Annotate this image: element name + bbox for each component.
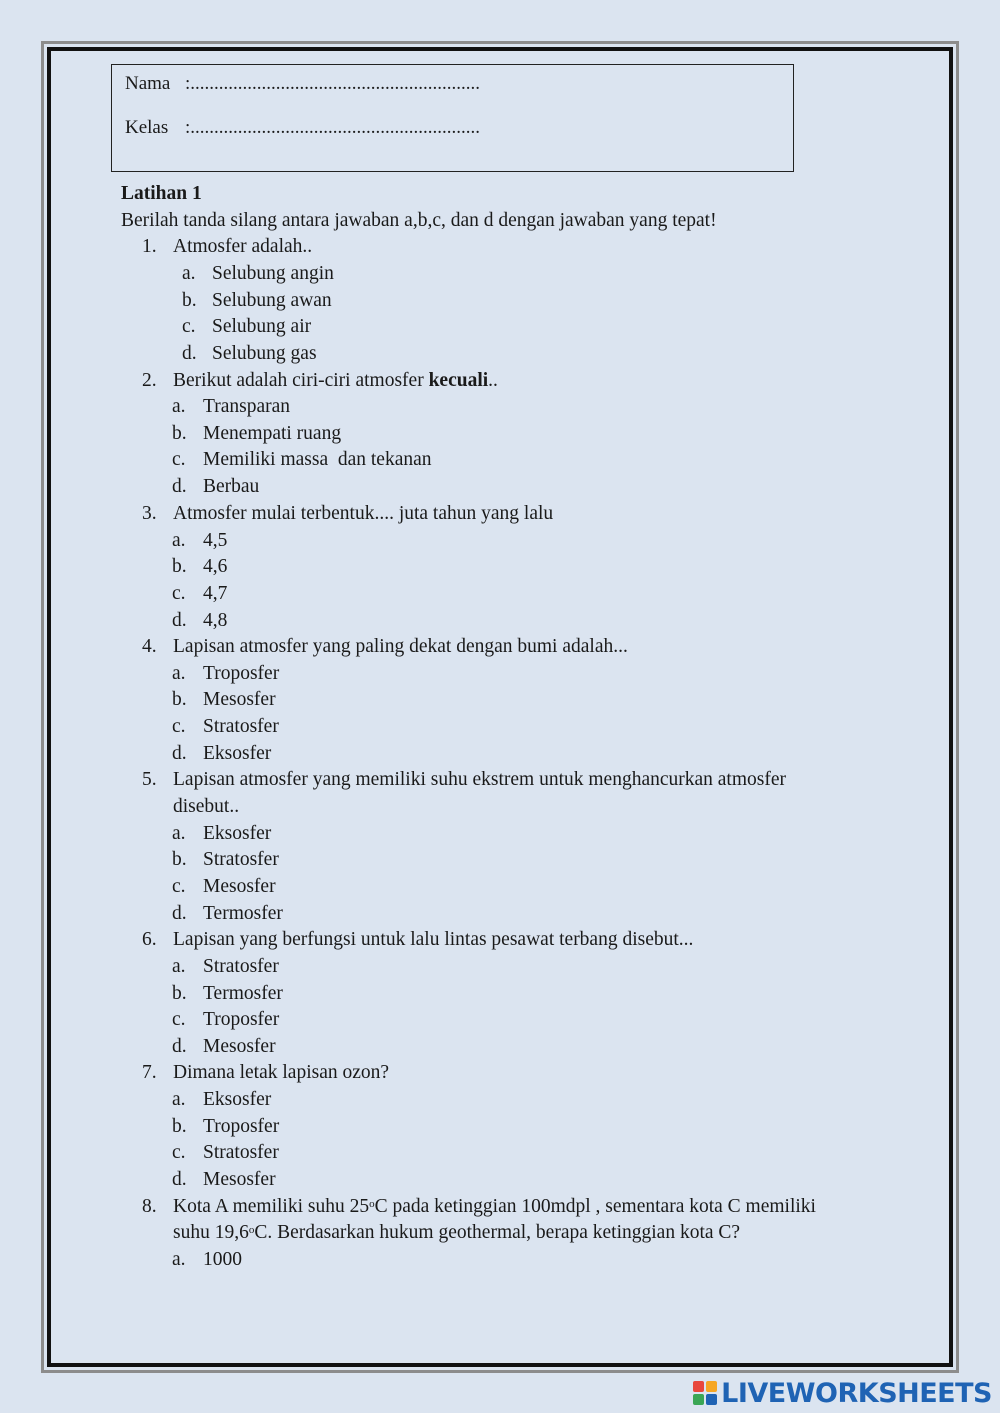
- question-5: [142, 770, 786, 790]
- option-letter: c.: [172, 716, 186, 737]
- option-letter: b.: [172, 423, 187, 444]
- option-letter: a.: [182, 263, 196, 284]
- option-3d[interactable]: [172, 611, 227, 631]
- option-6d[interactable]: [172, 1037, 276, 1057]
- option-2b[interactable]: [172, 424, 341, 444]
- liveworksheets-logo: [693, 1377, 992, 1409]
- question-5-continued: disebut..: [173, 796, 240, 817]
- option-text: Mesosfer: [203, 1036, 276, 1057]
- option-letter: a.: [172, 396, 186, 417]
- kelas-row: [125, 117, 480, 139]
- option-text: Menempati ruang: [203, 423, 342, 444]
- option-text: Termosfer: [203, 903, 283, 924]
- option-4c[interactable]: [172, 717, 279, 737]
- option-3a[interactable]: [172, 531, 227, 551]
- option-letter: c.: [172, 583, 186, 604]
- option-letter: d.: [172, 1169, 187, 1190]
- option-6b[interactable]: [172, 984, 283, 1004]
- instruction-text: Berilah tanda silang antara jawaban a,b,c, dan d dengan jawaban yang tepat!: [121, 210, 717, 231]
- student-info-box: [111, 64, 794, 172]
- option-letter: a.: [172, 823, 186, 844]
- question-number: 2.: [142, 370, 157, 391]
- option-8a[interactable]: [172, 1250, 242, 1270]
- option-text: Stratosfer: [203, 1142, 279, 1163]
- option-letter: c.: [172, 1142, 186, 1163]
- option-5c[interactable]: [172, 877, 276, 897]
- option-text: Mesosfer: [203, 689, 276, 710]
- question-2: [142, 371, 498, 391]
- option-5b[interactable]: [172, 850, 279, 870]
- option-5a[interactable]: [172, 824, 271, 844]
- logo-tiles-icon: [693, 1381, 717, 1405]
- option-letter: a.: [172, 530, 186, 551]
- logo-tile: [706, 1394, 717, 1405]
- option-7b[interactable]: [172, 1117, 279, 1137]
- option-text: Troposfer: [203, 1116, 280, 1137]
- option-6c[interactable]: [172, 1010, 279, 1030]
- question-text-end: ..: [488, 370, 498, 391]
- nama-field[interactable]: :.............................................................: [185, 73, 481, 94]
- option-1b[interactable]: [182, 291, 332, 311]
- option-letter: b.: [172, 1116, 187, 1137]
- option-letter: c.: [182, 316, 196, 337]
- option-letter: b.: [172, 849, 187, 870]
- question-3: [142, 504, 553, 524]
- option-text: 4,7: [203, 583, 228, 604]
- question-number: 8.: [142, 1196, 157, 1217]
- option-text: Mesosfer: [203, 876, 276, 897]
- option-text: 4,6: [203, 556, 228, 577]
- option-letter: b.: [182, 290, 197, 311]
- option-text: Stratosfer: [203, 956, 279, 977]
- option-5d[interactable]: [172, 904, 283, 924]
- option-4b[interactable]: [172, 690, 276, 710]
- option-text: Transparan: [203, 396, 291, 417]
- option-7c[interactable]: [172, 1143, 279, 1163]
- question-4: [142, 637, 628, 657]
- question-text: Lapisan atmosfer yang memiliki suhu ekstrem untuk menghancurkan atmosfer: [173, 769, 787, 790]
- option-letter: a.: [172, 956, 186, 977]
- question-8-continued: [173, 1223, 740, 1243]
- option-letter: d.: [172, 610, 187, 631]
- kelas-label: Kelas: [125, 117, 169, 138]
- option-text: Selubung awan: [212, 290, 332, 311]
- question-7: [142, 1063, 389, 1083]
- option-letter: d.: [172, 903, 187, 924]
- option-letter: d.: [172, 1036, 187, 1057]
- option-text: Stratosfer: [203, 716, 279, 737]
- option-2c[interactable]: [172, 450, 432, 470]
- option-letter: c.: [172, 1009, 186, 1030]
- option-text: Termosfer: [203, 983, 283, 1004]
- question-number: 6.: [142, 929, 157, 950]
- option-text: Selubung gas: [212, 343, 317, 364]
- question-6: [142, 930, 693, 950]
- option-letter: d.: [172, 476, 187, 497]
- option-text: 1000: [203, 1249, 242, 1270]
- question-text: Lapisan yang berfungsi untuk lalu lintas pesawat terbang disebut...: [173, 929, 694, 950]
- question-text-cont: C. Berdasarkan hukum geothermal, berapa ketinggian kota C?: [254, 1222, 741, 1243]
- option-letter: a.: [172, 1089, 186, 1110]
- option-letter: b.: [172, 556, 187, 577]
- question-text: Atmosfer mulai terbentuk.... juta tahun yang lalu: [173, 503, 554, 524]
- option-letter: c.: [172, 876, 186, 897]
- degree-symbol: o: [369, 1198, 375, 1210]
- question-text: Dimana letak lapisan ozon?: [173, 1062, 390, 1083]
- option-text: 4,5: [203, 530, 228, 551]
- question-1: [142, 237, 312, 257]
- option-text: Troposfer: [203, 1009, 280, 1030]
- option-letter: b.: [172, 689, 187, 710]
- option-text: Selubung air: [212, 316, 312, 337]
- question-number: 7.: [142, 1062, 157, 1083]
- option-text: Berbau: [203, 476, 260, 497]
- option-7a[interactable]: [172, 1090, 271, 1110]
- question-number: 3.: [142, 503, 157, 524]
- option-3b[interactable]: [172, 557, 227, 577]
- question-8: [142, 1197, 816, 1217]
- worksheet-title: Latihan 1: [121, 183, 202, 204]
- option-letter: d.: [182, 343, 197, 364]
- nama-label: Nama: [125, 73, 171, 94]
- question-text: Berikut adalah ciri-ciri atmosfer: [173, 370, 429, 391]
- question-text-cont: C pada ketinggian 100mdpl , sementara kota C memiliki: [374, 1196, 816, 1217]
- option-text: Stratosfer: [203, 849, 279, 870]
- nama-row: [125, 73, 480, 95]
- logo-tile: [693, 1381, 704, 1392]
- option-1a[interactable]: [182, 264, 334, 284]
- option-2d[interactable]: [172, 477, 259, 497]
- option-7d[interactable]: [172, 1170, 276, 1190]
- option-letter: a.: [172, 663, 186, 684]
- question-text: Lapisan atmosfer yang paling dekat dengan bumi adalah...: [173, 636, 628, 657]
- option-text: Selubung angin: [212, 263, 334, 284]
- option-text: Eksosfer: [203, 823, 272, 844]
- option-text: Mesosfer: [203, 1169, 276, 1190]
- degree-symbol: o: [248, 1224, 255, 1236]
- option-letter: b.: [172, 983, 187, 1004]
- option-3c[interactable]: [172, 584, 227, 604]
- option-text: Eksosfer: [203, 743, 272, 764]
- option-4d[interactable]: [172, 744, 271, 764]
- brand-name: LIVEWORKSHEETS: [721, 1377, 992, 1409]
- option-1d[interactable]: [182, 344, 317, 364]
- question-number: 4.: [142, 636, 157, 657]
- option-letter: a.: [172, 1249, 186, 1270]
- logo-tile: [706, 1381, 717, 1392]
- question-text: Kota A memiliki suhu 25: [173, 1196, 370, 1217]
- option-text: Troposfer: [203, 663, 280, 684]
- option-text: Eksosfer: [203, 1089, 272, 1110]
- option-2a[interactable]: [172, 397, 290, 417]
- question-number: 5.: [142, 769, 157, 790]
- question-emphasis: kecuali: [428, 370, 489, 391]
- question-number: 1.: [142, 236, 157, 257]
- option-letter: d.: [172, 743, 187, 764]
- option-letter: c.: [172, 449, 186, 470]
- question-text: Atmosfer adalah..: [173, 236, 313, 257]
- logo-tile: [693, 1394, 704, 1405]
- option-1c[interactable]: [182, 317, 311, 337]
- question-text: suhu 19,6: [173, 1222, 249, 1243]
- option-text: 4,8: [203, 610, 228, 631]
- option-4a[interactable]: [172, 664, 279, 684]
- option-text: Memiliki massa dan tekanan: [203, 449, 432, 470]
- kelas-field[interactable]: :.............................................................: [185, 117, 481, 138]
- option-6a[interactable]: [172, 957, 279, 977]
